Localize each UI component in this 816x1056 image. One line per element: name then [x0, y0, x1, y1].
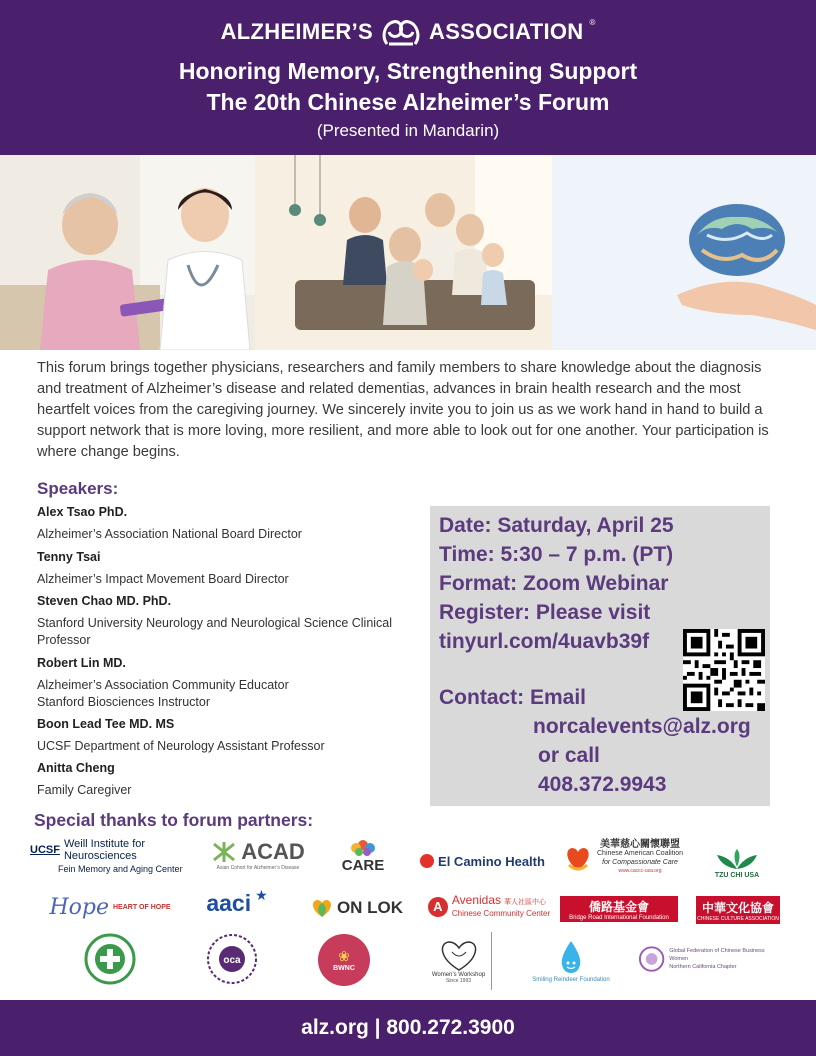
alzheimers-association-logo-icon	[379, 14, 423, 50]
ucsf-line1: Weill Institute for Neurosciences	[63, 838, 146, 862]
partner-care-logo	[318, 834, 408, 876]
speaker-role: UCSF Department of Neurology Assistant Professor	[37, 739, 325, 753]
register-label: Register: Please visit	[439, 601, 651, 624]
footer-banner: alz.org | 800.272.3900	[0, 1000, 816, 1056]
caccc-line2: for Compassionate Care	[602, 859, 678, 866]
gfcbw-emblem-icon	[638, 945, 665, 973]
womens-workshop-since: Since 1993	[445, 978, 472, 984]
avenidas-wordmark: Avenidas	[451, 893, 502, 907]
partner-oca-seal-logo	[204, 933, 260, 985]
speakers-heading: Speakers:	[37, 479, 119, 498]
caccc-chinese: 美華慈心關懷聯盟	[600, 839, 680, 850]
register-link[interactable]: tinyurl.com/4uavb39f	[439, 630, 650, 653]
brand-name-left: ALZHEIMER’S	[220, 19, 374, 44]
partner-acad-logo	[208, 836, 308, 874]
on-lok-wordmark: ON LOK	[336, 898, 404, 917]
partner-chinese-culture-association-logo	[696, 896, 780, 924]
partner-el-camino-logo	[420, 850, 545, 872]
intro-paragraph: This forum brings together physicians, researchers and family members to share knowledge about the diagnosis and treatment of Alzheimer’s disease and related dementias, advances in brain health research and the most heartfelt voices from the caregiving journey. We sincerely invite you to join us as we work hand in hand to build a support network that is more loving, more resilient, and more able to look out for one another. Your participation is where change begins.	[37, 360, 769, 460]
bwnc-lotus-icon: ❀	[338, 948, 350, 964]
partner-bwnc-logo	[318, 934, 370, 986]
brand-logo-lockup	[0, 14, 816, 50]
tzu-chi-wordmark: TZU CHI USA	[714, 872, 760, 879]
cca-chinese: 中華文化協會	[701, 900, 774, 915]
event-date: Date: Saturday, April 25	[439, 514, 674, 537]
speaker-name: Anitta Cheng	[37, 761, 115, 775]
speaker-name: Steven Chao MD. PhD.	[37, 594, 172, 608]
partner-ucsf-logo	[30, 840, 200, 872]
gfcbw-line1: Global Federation of Chinese Business Women	[669, 948, 765, 962]
partner-tzu-chi-logo	[706, 844, 768, 882]
registered-mark: ®	[589, 18, 596, 27]
oca-seal-icon	[206, 933, 258, 985]
speaker-role: Stanford University Neurology and Neurological Science Clinical Professor	[37, 616, 393, 647]
caccc-heart-icon	[563, 843, 593, 873]
photo-doctor-patient	[0, 155, 255, 350]
bridge-road-chinese: 僑路基金會	[588, 899, 649, 914]
acad-wordmark: ACAD	[241, 839, 305, 864]
green-seal-icon	[84, 933, 136, 985]
tzu-chi-lotus-icon	[712, 847, 762, 871]
speaker-role: Alzheimer’s Association Community Educator Stanford Biosciences Instructor	[37, 678, 289, 709]
caccc-url: www.caccc-usa.org	[618, 868, 662, 874]
contact-email-link[interactable]: norcalevents@alz.org	[533, 715, 751, 738]
speaker-name: Robert Lin MD.	[37, 656, 126, 670]
speaker-role: Family Caregiver	[37, 783, 132, 797]
speaker-entry	[37, 656, 417, 711]
aaci-wordmark: aaci	[206, 889, 252, 916]
water-drop-icon	[558, 939, 584, 975]
gfcbw-line2: Northern California Chapter	[669, 964, 737, 970]
bridge-road-english: Bridge Road International Foundation	[569, 914, 669, 921]
hope-wordmark: Hope	[49, 894, 109, 920]
caccc-line1: Chinese American Coalition	[597, 850, 683, 857]
acad-mark-icon	[211, 841, 237, 863]
on-lok-heart-icon	[311, 898, 333, 918]
header-banner	[0, 0, 816, 155]
contact-phone[interactable]: 408.372.9943	[538, 773, 667, 796]
or-call-label: or call	[538, 744, 600, 767]
care-flower-icon	[346, 837, 380, 857]
speaker-entry	[37, 717, 417, 755]
page-title-line1: Honoring Memory, Strengthening Support	[178, 58, 638, 84]
event-format: Format: Zoom Webinar	[439, 572, 669, 595]
partner-caccc-logo	[556, 838, 690, 878]
womens-workshop-wordmark: Women’s Workshop	[431, 972, 486, 978]
partner-avenidas-logo	[426, 890, 552, 924]
speaker-entry	[37, 594, 417, 649]
bwnc-wordmark: BWNC	[333, 965, 355, 972]
qr-code-icon[interactable]	[683, 629, 765, 711]
avenidas-subtitle: Chinese Community Center	[451, 909, 551, 918]
partner-heart-of-hope-logo	[36, 892, 184, 922]
partner-on-lok-logo	[302, 896, 412, 920]
partners-heading: Special thanks to forum partners:	[34, 810, 314, 830]
speaker-entry	[37, 761, 417, 799]
womens-workshop-heart-icon	[434, 938, 484, 972]
svg-text:oca: oca	[223, 955, 241, 966]
speaker-name: Tenny Tsai	[37, 550, 101, 564]
cca-english: CHINESE CULTURE ASSOCIATION	[697, 915, 779, 922]
speaker-role: Alzheimer’s Association National Board Director	[37, 527, 302, 541]
speaker-name: Boon Lead Tee MD. MS	[37, 717, 175, 731]
partner-green-seal-logo	[80, 933, 140, 985]
avenidas-chinese: 華人社區中心	[504, 899, 547, 906]
el-camino-wordmark: El Camino Health	[438, 853, 545, 869]
brand-name-right: ASSOCIATION	[429, 19, 584, 44]
photo-strip	[0, 155, 816, 350]
hope-subtitle: HEART OF HOPE	[112, 903, 171, 911]
ucsf-line2: Fein Memory and Aging Center	[58, 864, 183, 874]
page-title-line2: The 20th Chinese Alzheimer’s Forum	[206, 89, 610, 115]
page-subtitle: (Presented in Mandarin)	[316, 121, 500, 140]
contact-label: Contact: Email	[439, 686, 587, 709]
care-wordmark: CARE	[341, 856, 385, 874]
partner-gfcbw-logo	[638, 942, 782, 976]
smiling-reindeer-wordmark: Smiling Reindeer Foundation	[532, 977, 610, 983]
speaker-role: Alzheimer’s Impact Movement Board Director	[37, 572, 289, 586]
avenidas-a-icon: A	[428, 897, 448, 917]
event-info-box	[430, 506, 770, 806]
acad-subtitle: Asian Cohort for Alzheimer’s Disease	[216, 865, 300, 871]
photo-family-group	[255, 155, 552, 350]
partner-aaci-logo	[204, 884, 270, 922]
partner-smiling-reindeer-logo	[528, 934, 614, 988]
speaker-name: Alex Tsao PhD.	[37, 505, 128, 519]
ucsf-wordmark: UCSF	[30, 844, 60, 856]
aaci-star-icon: ★	[255, 886, 268, 903]
el-camino-icon	[420, 854, 434, 868]
speaker-entry	[37, 505, 417, 543]
event-time: Time: 5:30 – 7 p.m. (PT)	[439, 543, 674, 566]
speaker-entry	[37, 550, 417, 588]
partner-womens-workshop-logo	[426, 932, 492, 990]
partner-bridge-road-logo	[560, 896, 678, 922]
photo-brain-in-hand	[552, 155, 816, 350]
